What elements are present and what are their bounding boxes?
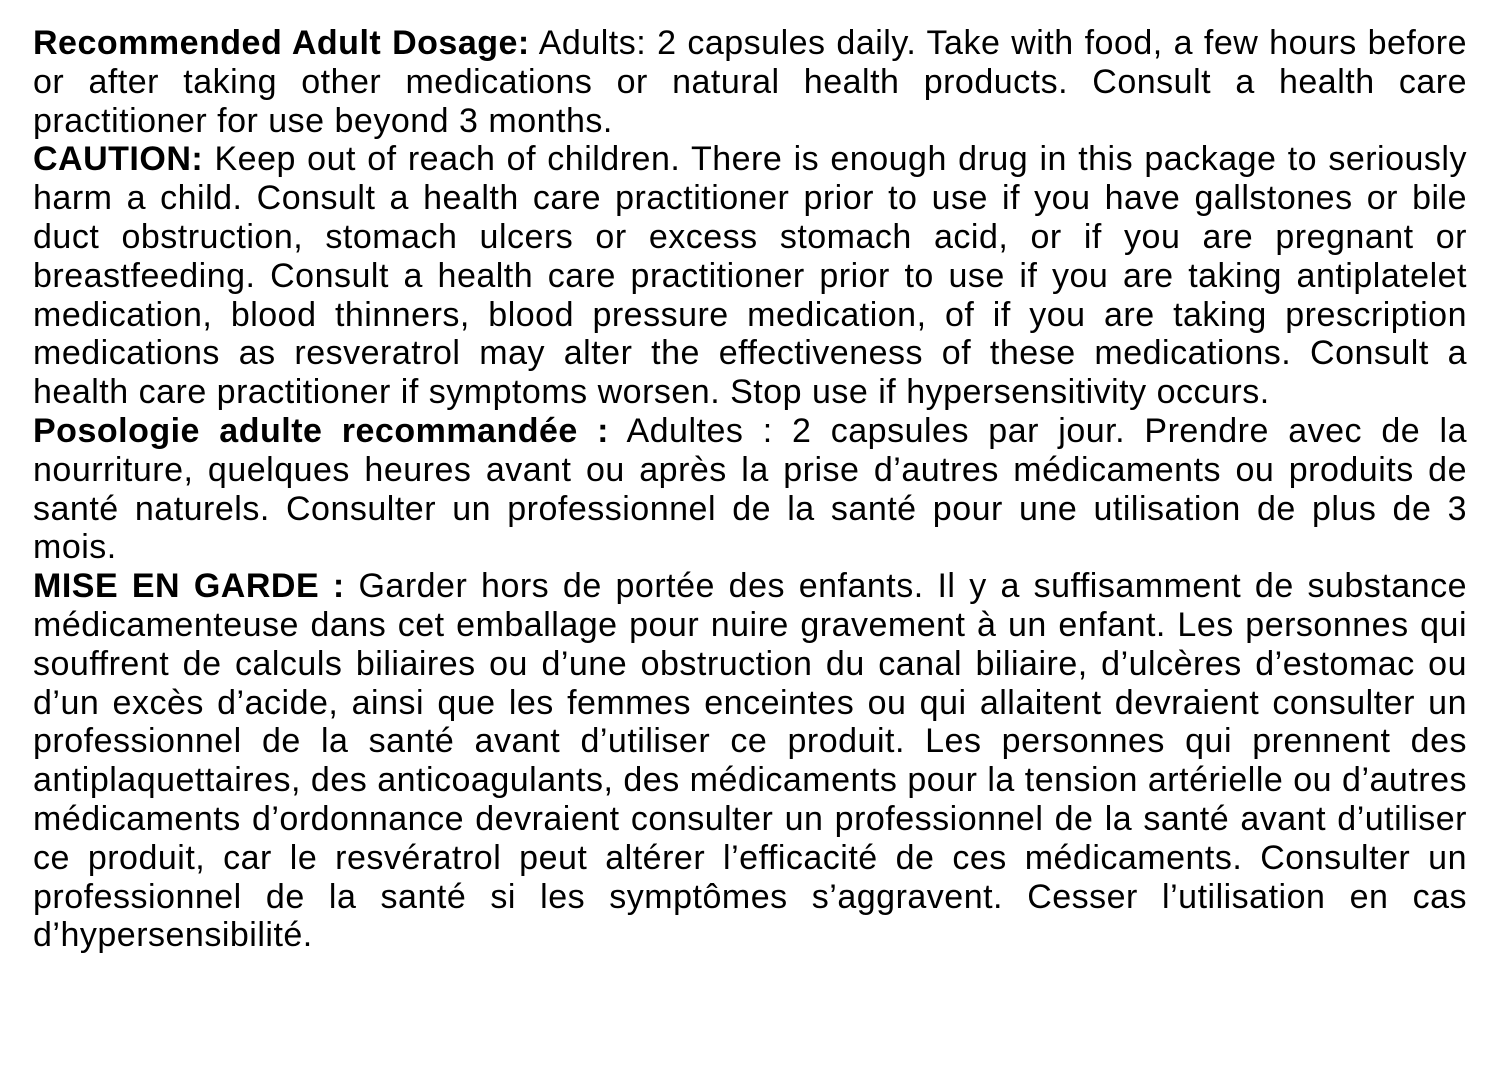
body-recommended-adult-dosage: Adults: 2 capsules daily. Take with food, a few hours before or after taking other medications or natural health products. Consult a health care practitioner for use beyond 3 months. [33, 24, 1468, 140]
heading-caution: CAUTION: [33, 140, 204, 179]
paragraph-mise-en-garde [33, 567, 1467, 955]
paragraph-caution [33, 140, 1467, 412]
paragraph-recommended-adult-dosage [33, 24, 1467, 140]
body-posologie-adulte: Adultes : 2 capsules par jour. Prendre avec de la nourriture, quelques heures avant ou après la prise d’autres médicaments ou produits de santé naturels. Consulter un professionnel de la santé pour une utilisation de plus de 3 mois. [33, 411, 1467, 567]
paragraph-posologie-adulte [33, 412, 1467, 567]
body-caution: Keep out of reach of children. There is enough drug in this package to seriously harm a child. Consult a health care practitioner prior to use if you have gallstones or bile duct obstruction, stomach ulcers or excess stomach acid, or if you are pregnant or breastfeeding. Consult a health care practitioner prior to use if you are taking antiplatelet medication, blood thinners, blood pressure medication, of if you are taking prescription medications as resveratrol may alter the effectiveness of these medications. Consult a health care practitioner if symptoms worsen. Stop use if hypersensitivity occurs. [33, 140, 1467, 412]
heading-recommended-adult-dosage: Recommended Adult Dosage: [33, 24, 530, 62]
heading-mise-en-garde: MISE EN GARDE : [33, 567, 345, 606]
heading-posologie-adulte: Posologie adulte recommandée : [33, 411, 609, 450]
body-mise-en-garde: Garder hors de portée des enfants. Il y a suffisamment de substance médicamenteuse dans cet emballage pour nuire gravement à un enfant. Les personnes qui souffrent de calculs biliaires ou d’une obstruction du canal biliaire, d’ulcères d’estomac ou d’un excès d’acide, ainsi que les femmes enceintes ou qui allaitent devraient consulter un professionnel de la santé avant d’utiliser ce produit. Les personnes qui prennent des antiplaquettaires, des anticoagulants, des médicaments pour la tension artérielle ou d’autres médicaments d’ordonnance devraient consulter un professionnel de la santé avant d’utiliser ce produit, car le resvératrol peut altérer l’efficacité de ces médicaments. Consulter un professionnel de la santé si les symptômes s’aggravent. Cesser l’utilisation en cas d’hypersensibilité. [33, 567, 1467, 955]
